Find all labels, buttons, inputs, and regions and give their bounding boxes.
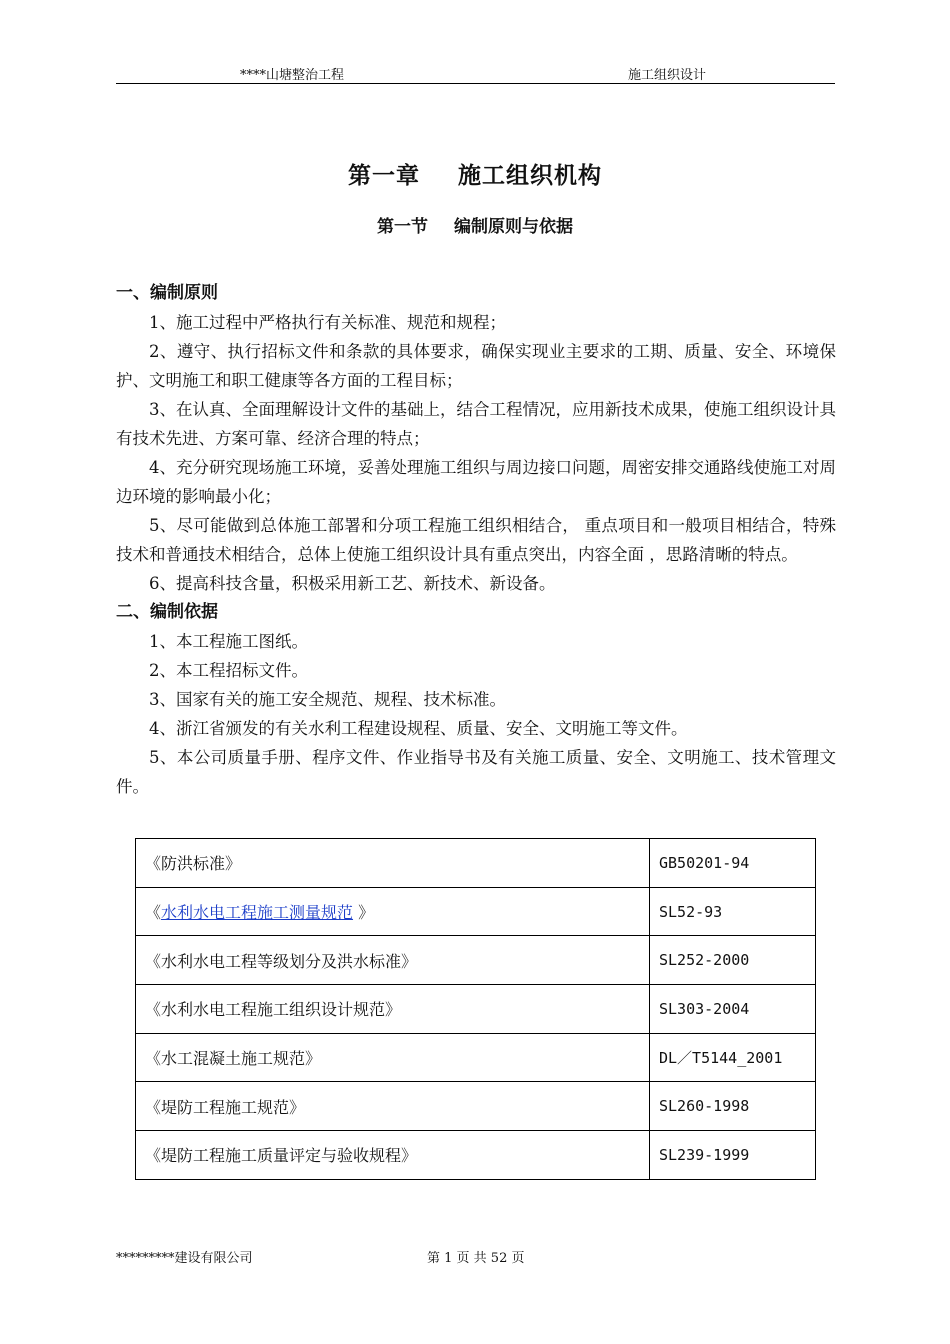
heading-principles: 一、编制原则 (116, 283, 218, 303)
standard-name: 《水利水电工程等级划分及洪水标准》 (136, 936, 650, 985)
table-row (136, 985, 816, 1034)
table-row (136, 1033, 816, 1082)
chapter-number: 第一章 (348, 162, 420, 189)
standard-code: SL260-1998 (650, 1082, 816, 1131)
section-name: 编制原则与依据 (454, 217, 573, 237)
principle-item: 6、提高科技含量，积极采用新工艺、新技术、新设备。 (149, 574, 556, 593)
footer-page-number: 第 1 页 共 52 页 (427, 1251, 525, 1266)
table-row (136, 839, 816, 888)
standard-name: 《水利水电工程施工测量规范 》 (136, 887, 650, 936)
table-row (136, 936, 816, 985)
section-number: 第一节 (377, 217, 428, 237)
standard-link[interactable]: 水利水电工程施工测量规范 (161, 903, 354, 923)
standard-code: SL252-2000 (650, 936, 816, 985)
standard-name: 《水利水电工程施工组织设计规范》 (136, 985, 650, 1034)
header-project-name: ****山塘整治工程 (240, 68, 345, 83)
standard-code: SL52-93 (650, 887, 816, 936)
basis-item: 5、本公司质量手册、程序文件、作业指导书及有关施工质量、安全、文明施工、技术管理文件。 (116, 748, 836, 796)
principle-item: 5、尽可能做到总体施工部署和分项工程施工组织相结合， 重点项目和一般项目相结合，特殊技术和普通技术相结合，总体上使施工组织设计具有重点突出，内容全面 ，思路清晰的特点。 (116, 516, 836, 564)
standard-name: 《水工混凝土施工规范》 (136, 1033, 650, 1082)
table-row (136, 1082, 816, 1131)
page-header (116, 64, 835, 84)
basis-item: 4、浙江省颁发的有关水利工程建设规程、质量、安全、文明施工等文件。 (149, 719, 688, 738)
principle-item: 4、充分研究现场施工环境，妥善处理施工组织与周边接口问题，周密安排交通路线使施工对周边环境的影响最小化； (116, 458, 836, 506)
heading-basis: 二、编制依据 (116, 602, 218, 622)
footer-company: *********建设有限公司 (116, 1251, 253, 1266)
basis-item: 1、本工程施工图纸。 (149, 632, 308, 651)
body-content (116, 279, 836, 801)
standard-code: SL239-1999 (650, 1131, 816, 1180)
section-title (0, 212, 950, 237)
standard-code: GB50201-94 (650, 839, 816, 888)
header-document-title: 施工组织设计 (628, 68, 707, 83)
standard-code: SL303-2004 (650, 985, 816, 1034)
chapter-name: 施工组织机构 (458, 162, 602, 189)
principle-item: 1、施工过程中严格执行有关标准、规范和规程； (149, 313, 506, 332)
standard-code: DL／T5144_2001 (650, 1033, 816, 1082)
standards-table (135, 838, 816, 1180)
chapter-title (0, 157, 950, 190)
standard-name: 《堤防工程施工规范》 (136, 1082, 650, 1131)
standard-name: 《防洪标准》 (136, 839, 650, 888)
table-row (136, 1131, 816, 1180)
basis-item: 3、国家有关的施工安全规范、规程、技术标准。 (149, 690, 506, 709)
table-row (136, 887, 816, 936)
basis-item: 2、本工程招标文件。 (149, 661, 308, 680)
principle-item: 3、在认真、全面理解设计文件的基础上，结合工程情况，应用新技术成果，使施工组织设计具有技术先进、方案可靠、经济合理的特点； (116, 400, 836, 448)
standard-name: 《堤防工程施工质量评定与验收规程》 (136, 1131, 650, 1180)
principle-item: 2、遵守、执行招标文件和条款的具体要求，确保实现业主要求的工期、质量、安全、环境保护、文明施工和职工健康等各方面的工程目标； (116, 342, 836, 390)
